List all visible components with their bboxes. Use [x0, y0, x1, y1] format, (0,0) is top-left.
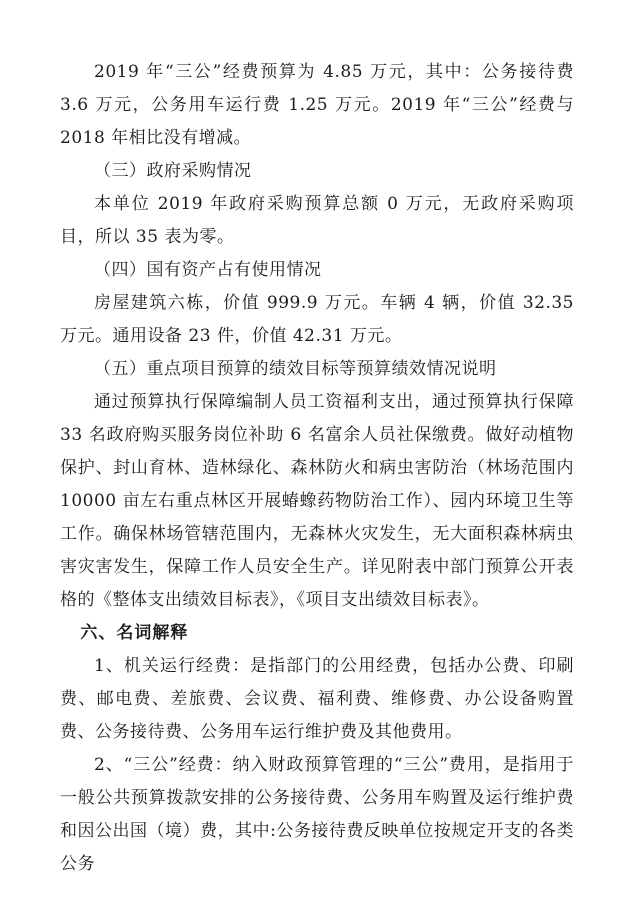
paragraph-sangong-budget-2019: 2019 年“三公”经费预算为 4.85 万元，其中：公务接待费 3.6 万元，公务用车运行费 1.25 万元。2019 年“三公”经费与 2018 年相比没有增减。 — [60, 62, 574, 148]
section-heading-glossary: 六、名词解释 — [80, 623, 189, 643]
glossary-item-sangong-expenses: 2、“三公”经费：纳入财政预算管理的“三公”费用，是指用于一般公共预算拨款安排的公务接待费、公务用车购置及运行维护费和因公出国（境）费，其中:公务接待费反映单位按规定开支的各类公务 — [60, 755, 574, 874]
glossary-item-agency-operating-costs: 1、机关运行经费：是指部门的公用经费，包括办公费、印刷费、邮电费、差旅费、会议费、福利费、维修费、办公设备购置费、公务接待费、公务用车运行维护费及其他费用。 — [60, 656, 574, 742]
paragraph-assets-detail: 房屋建筑六栋，价值 999.9 万元。车辆 4 辆，价值 32.35 万元。通用设备 23 件，价值 42.31 万元。 — [60, 293, 574, 346]
subsection-heading-government-procurement: （三）政府采购情况 — [94, 161, 252, 181]
paragraph-performance-detail: 通过预算执行保障编制人员工资福利支出，通过预算执行保障 33 名政府购买服务岗位补助 6 名富余人员社保缴费。做好动植物保护、封山育林、造林绿化、森林防火和病虫害防治（林场范围内 10000 亩左右重点林区开展蝽蟓药物防治工作）、园内环境卫生等工作。确保林场管辖范围内，无森林火灾发生，无大面积森林病虫害灾害发生，保障工作人员安全生产。详见附表中部门预算公开表格的《整体支出绩效目标表》，《项目支出绩效目标表》。 — [60, 392, 574, 610]
subsection-heading-state-assets: （四）国有资产占有使用情况 — [94, 260, 322, 280]
paragraph-procurement-detail: 本单位 2019 年政府采购预算总额 0 万元，无政府采购项目，所以 35 表为零。 — [60, 194, 574, 247]
subsection-heading-performance-targets: （五）重点项目预算的绩效目标等预算绩效情况说明 — [94, 359, 497, 379]
